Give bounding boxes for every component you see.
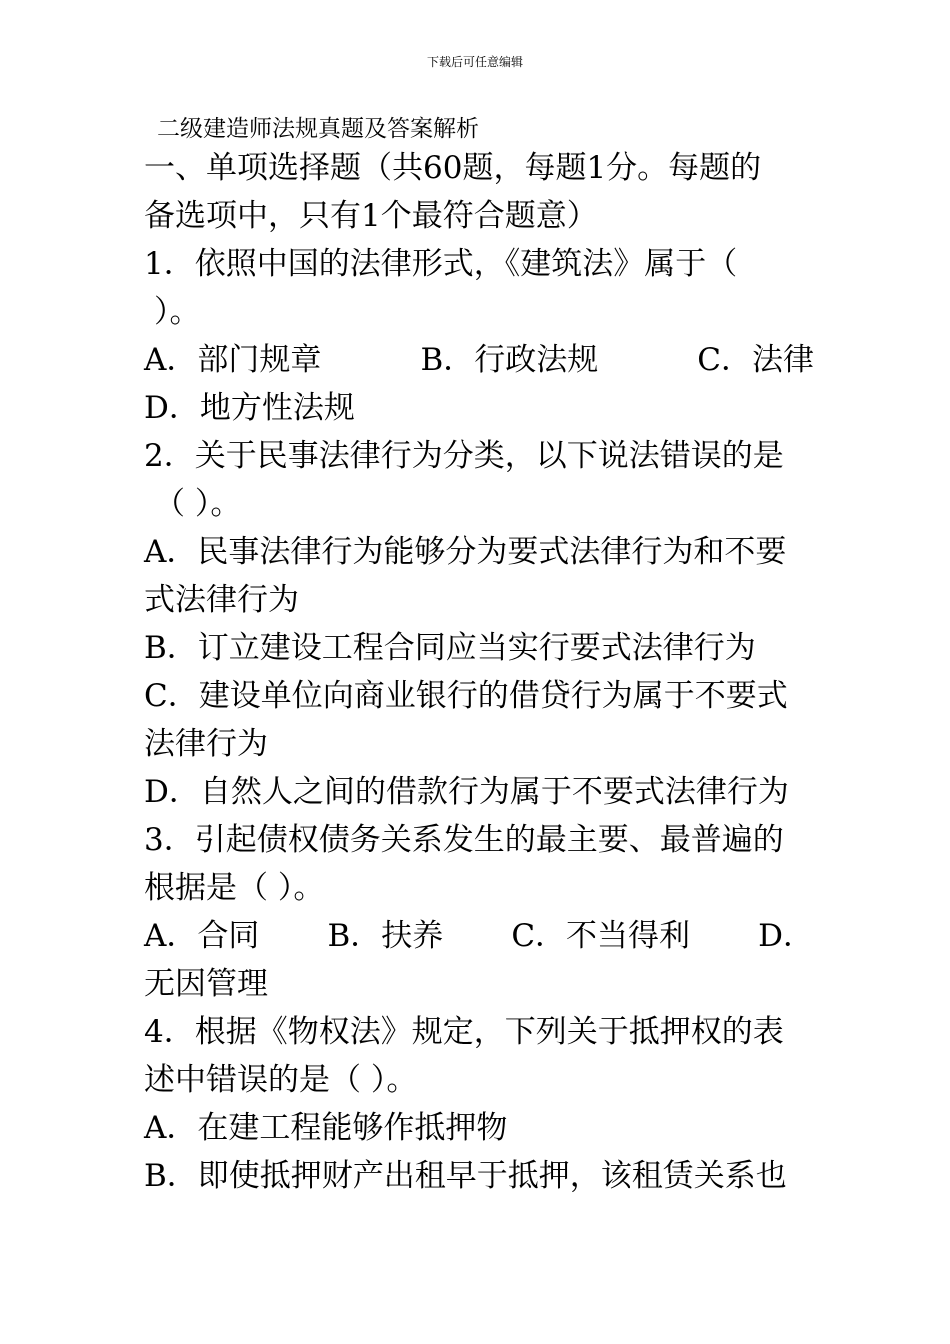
option-b: B．扶养 bbox=[327, 918, 444, 954]
option-a: A．部门规章 bbox=[144, 342, 322, 378]
option-d: D．地方性法规 bbox=[144, 390, 355, 426]
question-stem: 1．依照中国的法律形式，《建筑法》属于（ bbox=[144, 246, 738, 282]
option-c-cont: 法律行为 bbox=[144, 726, 268, 762]
question-stem-cont: ）。 bbox=[154, 294, 201, 330]
section-heading-cont: 备选项中，只有1个最符合题意） bbox=[144, 198, 598, 234]
option-row bbox=[144, 912, 814, 960]
option-a: A．民事法律行为能够分为要式法律行为和不要 bbox=[144, 534, 787, 570]
question-stem: 2．关于民事法律行为分类，以下说法错误的是 bbox=[144, 438, 784, 474]
option-b: B．订立建设工程合同应当实行要式法律行为 bbox=[144, 630, 756, 666]
section-heading: 一、单项选择题（共60题，每题1分。每题的 bbox=[144, 150, 762, 186]
option-b: B．即使抵押财产出租早于抵押，该租赁关系也 bbox=[144, 1158, 787, 1194]
option-a: A．在建工程能够作抵押物 bbox=[144, 1110, 508, 1146]
question-stem: 4．根据《物权法》规定，下列关于抵押权的表 bbox=[144, 1014, 784, 1050]
question-stem-cont: （ ）。 bbox=[154, 486, 242, 522]
option-b: B．行政法规 bbox=[420, 342, 599, 378]
option-c: C．不当得利 bbox=[511, 918, 691, 954]
option-c: C．建设单位向商业银行的借贷行为属于不要式 bbox=[144, 678, 788, 714]
question-stem-cont: 根据是（ ）。 bbox=[144, 870, 325, 906]
option-d: D．自然人之间的借款行为属于不要式法律行为 bbox=[144, 774, 789, 810]
option-a-cont: 式法律行为 bbox=[144, 582, 299, 618]
option-c: C．法律 bbox=[697, 342, 814, 378]
header-note: 下载后可任意编辑 bbox=[426, 55, 523, 69]
question-stem-cont: 述中错误的是（ ）。 bbox=[144, 1062, 418, 1098]
document-title: 二级建造师法规真题及答案解析 bbox=[157, 116, 479, 142]
question-stem: 3．引起债权债务关系发生的最主要、最普遍的 bbox=[144, 822, 784, 858]
option-d-prefix: D． bbox=[758, 918, 814, 954]
option-row bbox=[144, 336, 814, 384]
option-d-text: 无因管理 bbox=[144, 966, 268, 1002]
option-a: A．合同 bbox=[144, 918, 260, 954]
document-body bbox=[144, 144, 814, 1200]
